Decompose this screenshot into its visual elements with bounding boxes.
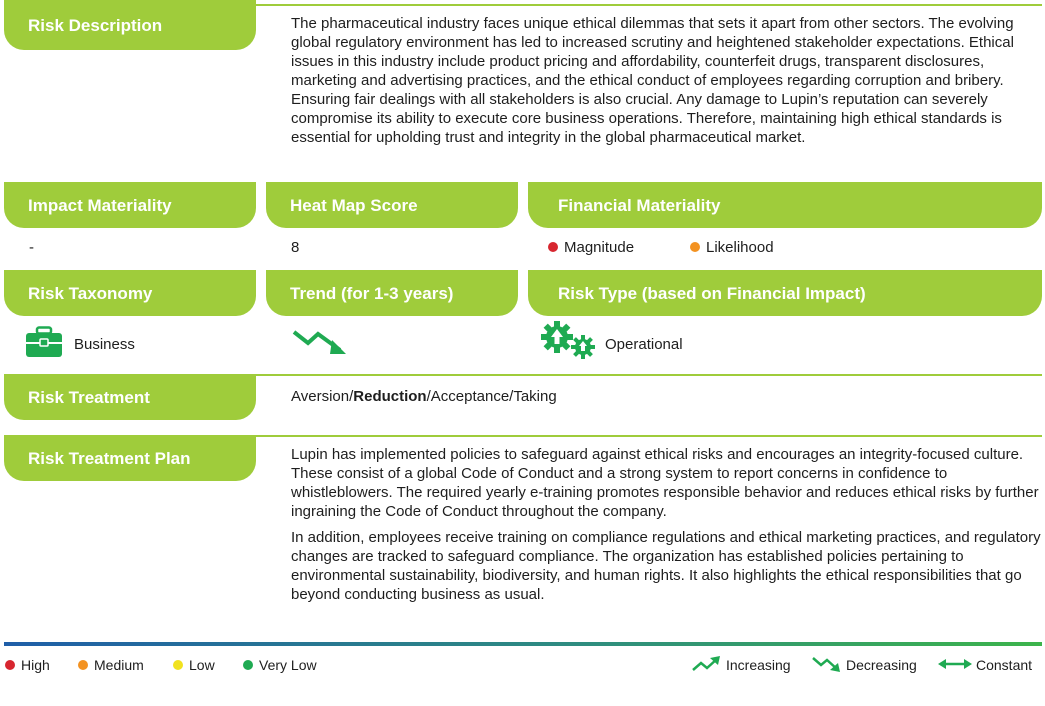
- magnitude-dot: [548, 242, 558, 252]
- legend-decreasing: Decreasing: [812, 656, 917, 674]
- legend-very-low: Very Low: [243, 656, 317, 674]
- likelihood-dot: [690, 242, 700, 252]
- risk-treatment-divider: [256, 374, 1042, 376]
- gears-icon: [540, 320, 598, 360]
- heat-map-score-value: 8: [291, 239, 300, 256]
- decreasing-trend-icon: [292, 326, 350, 356]
- risk-treatment-options: [291, 387, 557, 406]
- legend-high: High: [5, 656, 50, 674]
- risk-treatment-plan-divider: [256, 435, 1042, 437]
- legend-very-low-dot: [243, 660, 253, 670]
- legend-constant: Constant: [938, 656, 1032, 674]
- footer-gradient-bar: [4, 642, 1042, 646]
- legend-low-dot: [173, 660, 183, 670]
- briefcase-icon: [25, 326, 63, 358]
- treatment-separator: /: [349, 388, 354, 405]
- risk-description-heading: Risk Description: [4, 0, 256, 50]
- impact-materiality-heading: Impact Materiality: [4, 182, 256, 228]
- legend-increasing: Increasing: [692, 656, 791, 674]
- heat-map-score-heading: Heat Map Score: [266, 182, 518, 228]
- risk-treatment-plan-text: [291, 445, 1043, 604]
- financial-magnitude: Magnitude: [548, 238, 634, 257]
- risk-taxonomy-heading: Risk Taxonomy: [4, 270, 256, 316]
- risk-treatment-heading: Risk Treatment: [4, 374, 256, 420]
- treatment-separator: /: [509, 388, 514, 405]
- treatment-option-reduction: Reduction: [353, 388, 427, 405]
- legend-medium-dot: [78, 660, 88, 670]
- increasing-trend-icon: [692, 656, 722, 672]
- treatment-option-acceptance: Acceptance: [430, 388, 510, 405]
- treatment-plan-paragraph-1: Lupin has implemented policies to safeguard against ethical risks and encourages an integrity-focused culture. These consist of a global Code of Conduct and a strong system to report concerns in confidence to whistleblowers. The required yearly e-training promotes responsible behavior and reduces ethical risks by further ingraining the Code of Conduct throughout the company.: [291, 446, 1039, 520]
- legend-low: Low: [173, 656, 215, 674]
- financial-likelihood: Likelihood: [690, 238, 774, 257]
- legend-high-dot: [5, 660, 15, 670]
- risk-taxonomy-value: Business: [74, 336, 135, 353]
- treatment-plan-paragraph-2: In addition, employees receive training on compliance regulations and ethical marketing practices, and regulatory changes are tracked to safeguard compliance. The organization has established policies pertaining to environmental sustainability, biodiversity, and human rights. It also highlights the ethical responsibilities that go beyond conducting business as usual.: [291, 529, 1041, 603]
- risk-type-heading: Risk Type (based on Financial Impact): [528, 270, 1042, 316]
- treatment-option-taking: Taking: [513, 388, 557, 405]
- risk-description-divider: [256, 4, 1042, 6]
- decreasing-trend-icon: [812, 656, 842, 672]
- treatment-option-aversion: Aversion: [291, 388, 350, 405]
- treatment-separator: /: [426, 388, 431, 405]
- financial-materiality-heading: Financial Materiality: [528, 182, 1042, 228]
- impact-materiality-value: -: [29, 239, 34, 256]
- legend-medium: Medium: [78, 656, 144, 674]
- risk-treatment-plan-heading: Risk Treatment Plan: [4, 435, 256, 481]
- constant-trend-icon: [938, 658, 972, 670]
- risk-description-text: The pharmaceutical industry faces unique ethical dilemmas that sets it apart from other sectors. The evolving global regulatory environment has led to increased scrutiny and heightened stakeholder expectations. Ethical issues in this industry include product pricing and affordability, counterfeit drugs, transparent disclosures, marketing and advertising practices, and the ethical conduct of employees regarding corruption and bribery. Ensuring fair dealings with all stakeholders is also crucial. Any damage to Lupin’s reputation can severely compromise its ability to execute core business operations. Therefore, maintaining high ethical standards is essential for upholding trust and integrity in the global pharmaceutical market.: [291, 15, 1014, 146]
- trend-heading: Trend (for 1-3 years): [266, 270, 518, 316]
- risk-type-value: Operational: [605, 336, 683, 353]
